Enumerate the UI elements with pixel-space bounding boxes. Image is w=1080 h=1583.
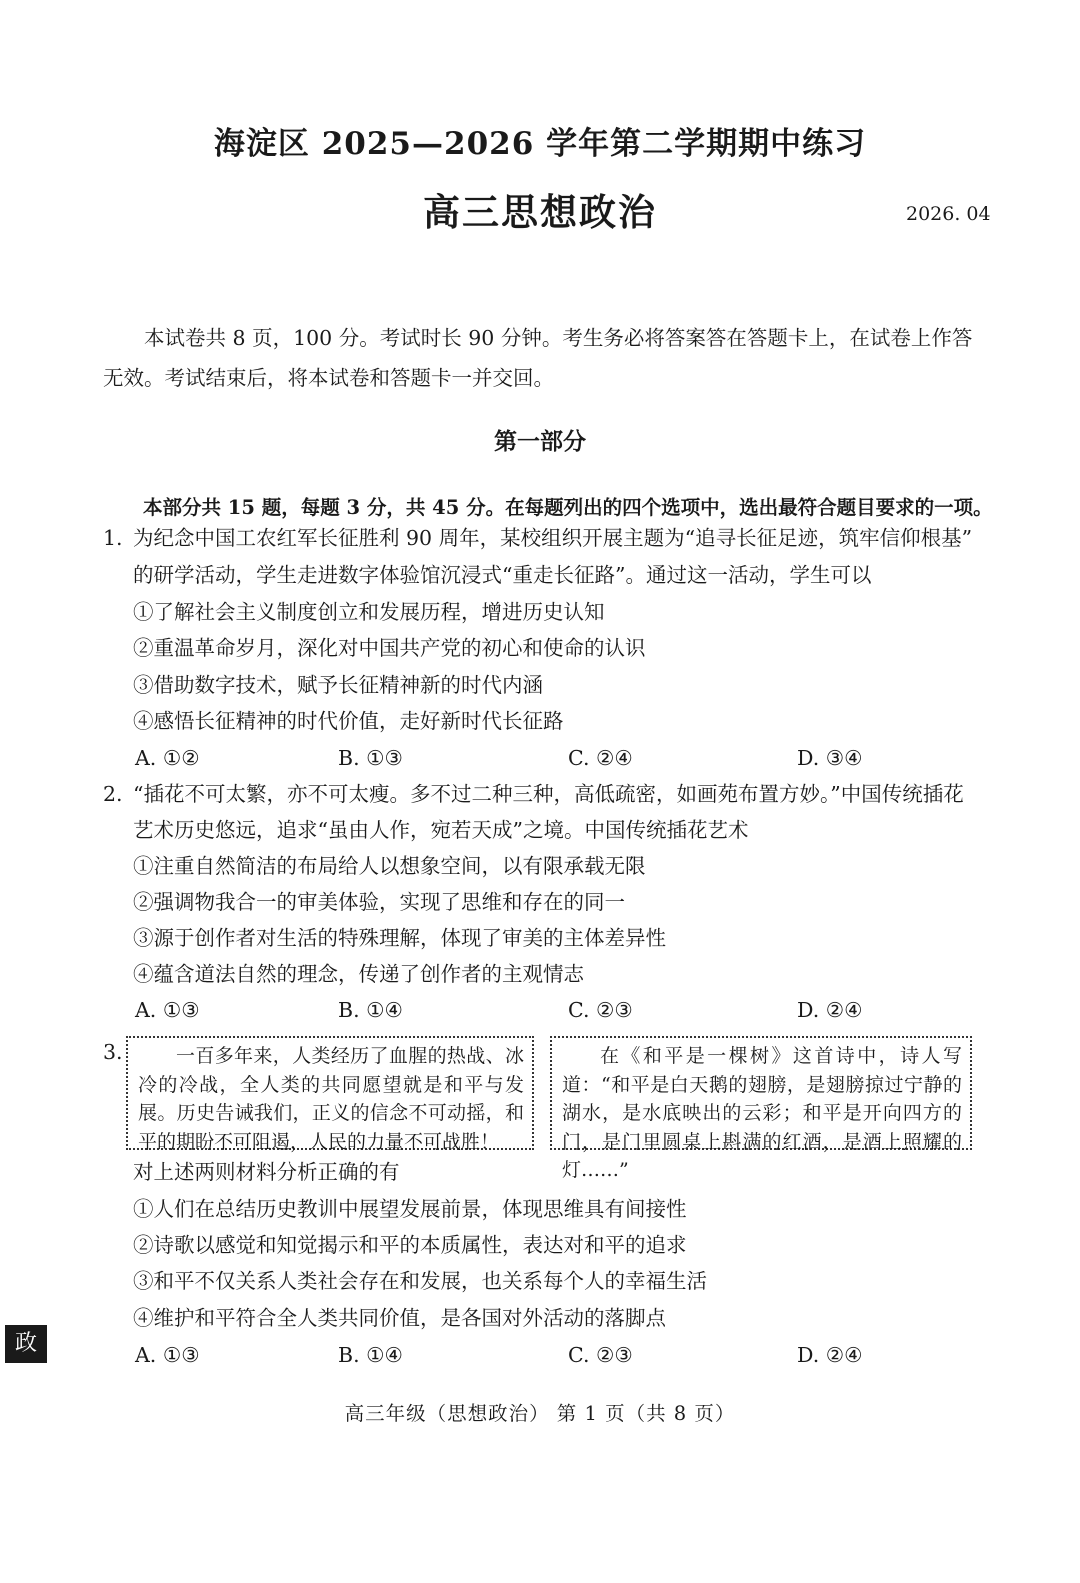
section-intro: 本部分共 15 题，每题 3 分，共 45 分。在每题列出的四个选项中，选出最符合题目要求的一项。 (143, 496, 993, 519)
question-stem-line: 的研学活动，学生走进数字体验馆沉浸式“重走长征路”。通过这一活动，学生可以 (133, 563, 872, 587)
option-b: B. ①③ (338, 746, 403, 770)
exam-date: 2026. 04 (906, 203, 991, 225)
option-d: D. ②④ (797, 1343, 863, 1367)
material-text: 一百多年来，人类经历了血腥的热战、冰冷的冷战，全人类的共同愿望就是和平与发展。历史告诫我们，正义的信念不可动摇，和平的期盼不可阻遏，人民的力量不可战胜！ (138, 1045, 524, 1153)
statement: ③和平不仅关系人类社会存在和发展，也关系每个人的幸福生活 (133, 1269, 707, 1293)
option-b: B. ①④ (338, 1343, 403, 1367)
question-stem-line: 艺术历史悠远，追求“虽由人作，宛若天成”之境。中国传统插花艺术 (133, 818, 749, 842)
statement: ①人们在总结历史教训中展望发展前景，体现思维具有间接性 (133, 1197, 687, 1221)
option-c: C. ②③ (568, 1343, 633, 1367)
material-box-left (126, 1036, 534, 1153)
question-number: 1. (103, 526, 123, 550)
option-d: D. ③④ (797, 746, 863, 770)
option-d: D. ②④ (797, 998, 863, 1022)
question-number: 3. (103, 1040, 123, 1064)
statement: ④维护和平符合全人类共同价值，是各国对外活动的落脚点 (133, 1306, 666, 1330)
page-footer: 高三年级（思想政治） 第 1 页（共 8 页） (344, 1402, 736, 1425)
option-a: A. ①② (135, 746, 200, 770)
option-b: B. ①④ (338, 998, 403, 1022)
subject-side-tab: 政 (5, 1325, 47, 1363)
subject-title: 高三思想政治 (423, 190, 657, 234)
option-c: C. ②④ (568, 746, 633, 770)
question-number: 2. (103, 782, 123, 806)
statement: ③借助数字技术，赋予长征精神新的时代内涵 (133, 673, 543, 697)
statement: ④感悟长征精神的时代价值，走好新时代长征路 (133, 709, 564, 733)
question-stem-line: “插花不可太繁，亦不可太瘦。多不过二种三种，高低疏密，如画苑布置方妙。”中国传统插花 (133, 782, 964, 806)
material-text: 在《和平是一棵树》这首诗中，诗人写道：“和平是白天鹅的翅膀，是翅膀掠过宁静的湖水，是水底映出的云彩；和平是开向四方的门，是门里圆桌上斟满的红酒，是酒上照耀的灯……” (562, 1045, 962, 1181)
statement: ①注重自然简洁的布局给人以想象空间，以有限承载无限 (133, 854, 646, 878)
statement: ③源于创作者对生活的特殊理解，体现了审美的主体差异性 (133, 926, 666, 950)
statement: ②强调物我合一的审美体验，实现了思维和存在的同一 (133, 890, 625, 914)
option-a: A. ①③ (135, 998, 200, 1022)
material-box-right (550, 1036, 972, 1181)
question-stem-line: 对上述两则材料分析正确的有 (133, 1160, 400, 1184)
statement: ④蕴含道法自然的理念，传递了创作者的主观情志 (133, 962, 584, 986)
section-title: 第一部分 (494, 428, 586, 455)
statement: ②诗歌以感觉和知觉揭示和平的本质属性，表达对和平的追求 (133, 1233, 687, 1257)
statement: ②重温革命岁月，深化对中国共产党的初心和使命的认识 (133, 636, 646, 660)
option-c: C. ②③ (568, 998, 633, 1022)
exam-title: 海淀区 2025—2026 学年第二学期期中练习 (213, 126, 867, 162)
question-stem-line: 为纪念中国工农红军长征胜利 90 周年，某校组织开展主题为“追寻长征足迹，筑牢信仰根基” (133, 526, 973, 550)
option-a: A. ①③ (135, 1343, 200, 1367)
exam-instructions: 本试卷共 8 页，100 分。考试时长 90 分钟。考生务必将答案答在答题卡上，在试卷上作答无效。考试结束后，将本试卷和答题卡一并交回。 (103, 326, 973, 390)
statement: ①了解社会主义制度创立和发展历程，增进历史认知 (133, 600, 605, 624)
